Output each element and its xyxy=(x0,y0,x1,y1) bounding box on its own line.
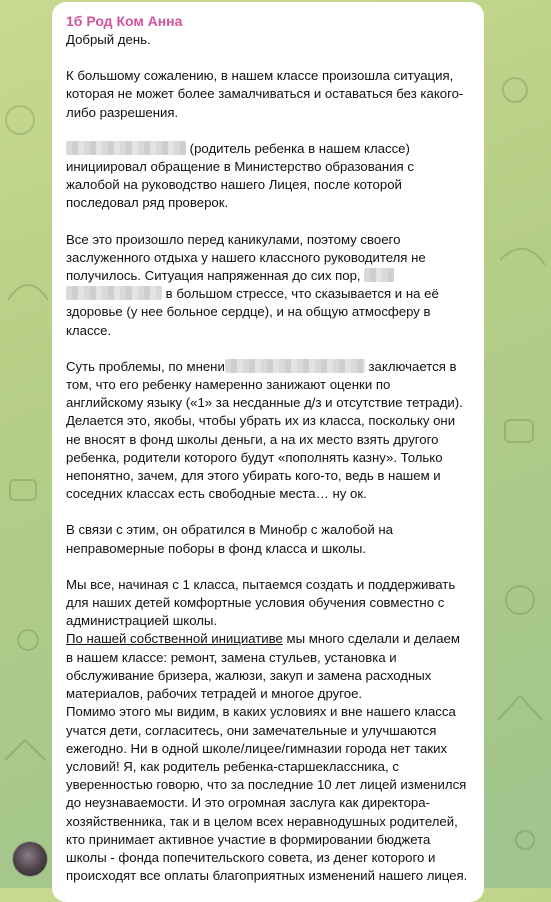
redacted-name xyxy=(66,286,162,300)
message-paragraph: (родитель ребенка в нашем классе) инициировал обращение в Министерство образования с жалобой на руководство нашего Лицея, после которой последовал ряд проверок. xyxy=(66,140,414,211)
message-paragraph: По нашей собственной инициативе мы много сделали и делаем в нашем классе: ремонт, замена стульев, установка и обслуживание бризера, жалюзи, закуп и замена расходных материалов, рабочих тетрадей и многое другое. xyxy=(66,631,460,702)
message-paragraph: Помимо этого мы видим, в каких условиях и вне нашего класса учатся дети, согласитесь, они замечательные и улучшаются ежегодно. Ни в одной школе/лицее/гимназии города нет таких условий! Я, как родитель ребенка-старшеклассника, с уверенностью говорю, что за последние 10 лет лицей изменился до неузнаваемости. И это огромная заслуга как директора-хозяйственника, так и в целом всех неравнодушных родителей, кто принимает активное участие в формировании бюджета школы - фонда попечительского совета, из денег которого и происходят все оплаты благоприятных изменений нашего лицея. xyxy=(66,704,468,884)
message-paragraph: Мы все, начиная с 1 класса, пытаемся создать и поддерживать для наших детей комфортные условия обучения совместно с администрацией школы. xyxy=(66,576,456,629)
message-paragraph: К большому сожалению, в нашем классе произошла ситуация, которая не может более замалчиваться и оставаться без какого-либо разрешения. xyxy=(66,68,464,120)
message-paragraph: Добрый день. xyxy=(66,32,151,47)
message-paragraph: Все это произошло перед каникулами, поэтому своего заслуженного отдыха у нашего классного руководителя не получилось. Ситуация напряженная до сих пор, в большом стрессе, что сказывается и на её здоровье (у нее больное сердце), и на общую атмосферу в классе. xyxy=(66,231,439,338)
sender-name[interactable]: 1б Род Ком Анна xyxy=(66,13,183,29)
redacted-name xyxy=(364,268,394,282)
message-paragraph: В связи с этим, он обратился в Минобр с жалобой на неправомерные поборы в фонд класса и школы. xyxy=(66,522,393,556)
message-paragraph: Суть проблемы, по мнени заключается в том, что его ребенку намеренно занижают оценки по английскому языку («1» за несданные д/з и отсутствие тетради). Делается это, якобы, чтобы убрать их из класса, поскольку они не вносят в фонд школы деньги, а на их место взять другого ребенка, родители которого будут «пополнять казну». Только непонятно, зачем, для этого убирать кого-то, ведь в нашем и соседних классах есть свободные места… ну ок. xyxy=(66,358,463,502)
underlined-text: По нашей собственной инициативе xyxy=(66,631,283,647)
redacted-name xyxy=(66,141,186,155)
message-bubble[interactable] xyxy=(52,2,484,902)
sender-avatar[interactable] xyxy=(13,842,47,876)
message-text xyxy=(66,31,470,885)
redacted-name xyxy=(225,359,365,373)
